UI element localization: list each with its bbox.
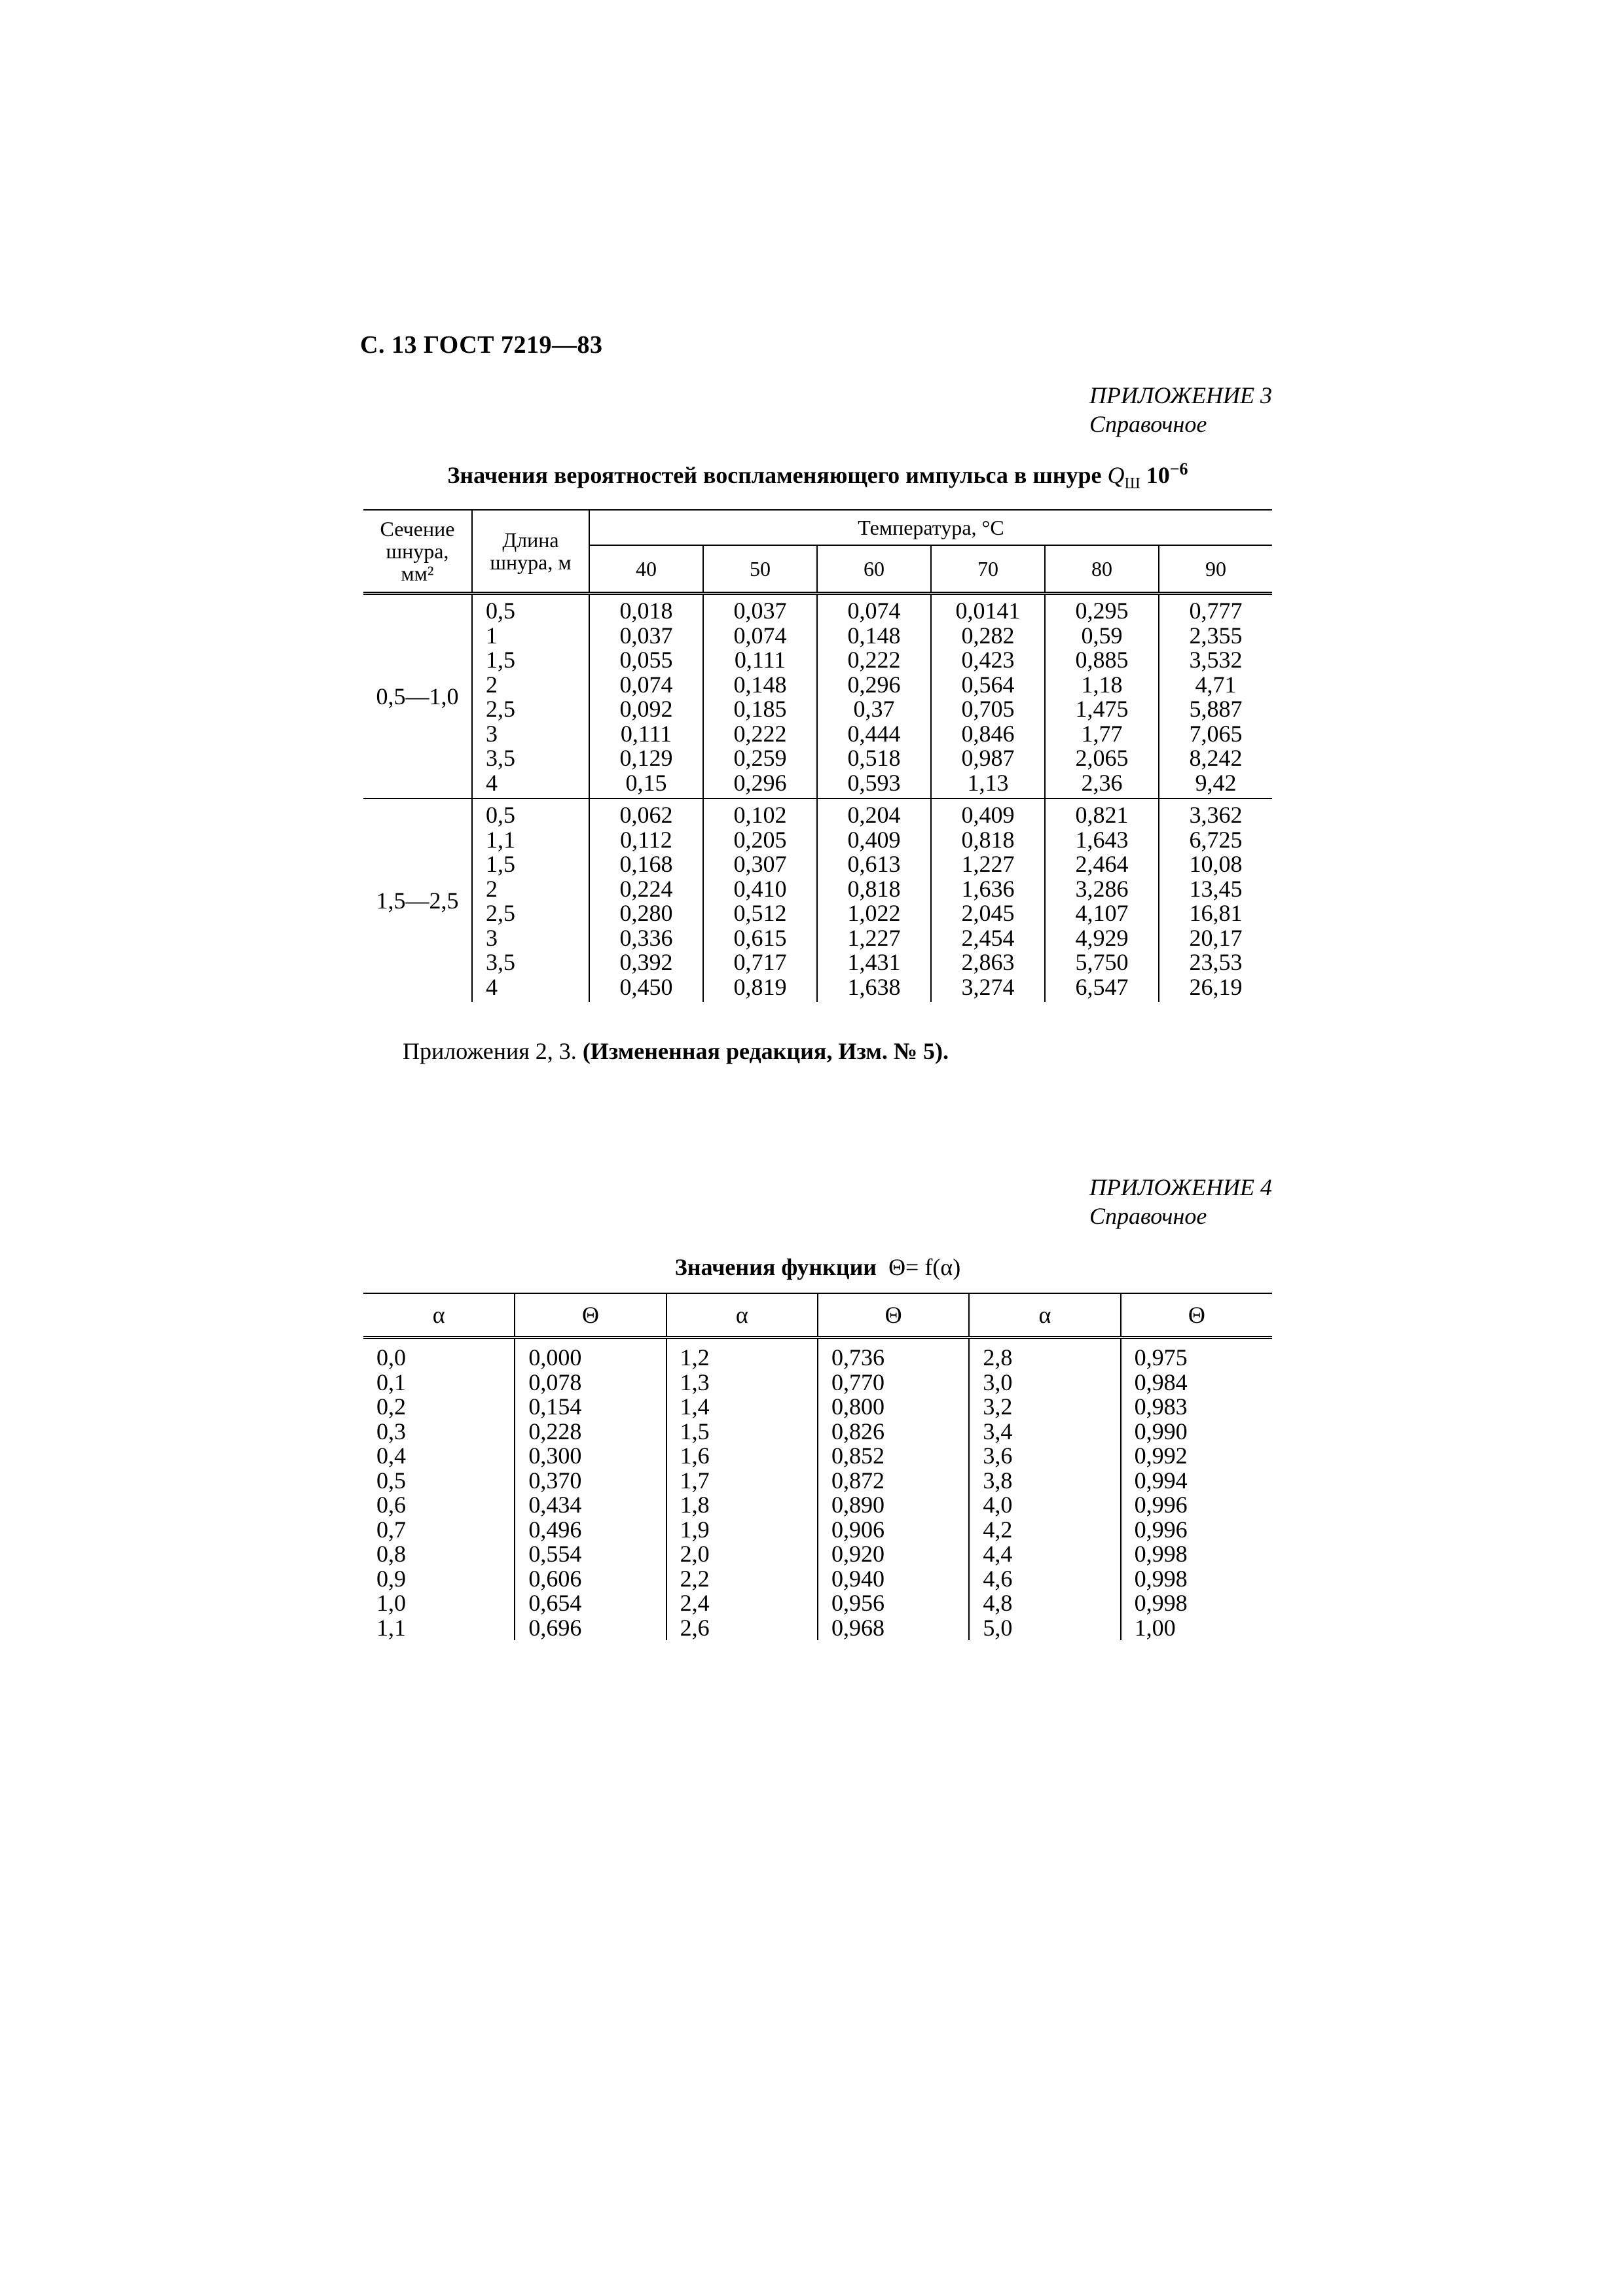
table-value: 3,274 [961,973,1015,1000]
values-cell [1121,1338,1272,1641]
temp-header: 40 [589,545,703,594]
table-value: 0,5 [376,1467,406,1494]
table-value: 0,222 [847,647,901,673]
table-value: 0,434 [528,1492,582,1518]
table-value: 0,228 [528,1418,582,1444]
table-value: 0,885 [1075,647,1129,673]
values-cell [931,594,1045,799]
col-header: Θ [515,1293,666,1338]
values-cell [969,1338,1120,1641]
table-value: 5,750 [1075,949,1129,975]
col-header: α [969,1293,1120,1338]
appendix4-caption-text: Значения функции [674,1254,877,1280]
table-value: 0,994 [1134,1467,1188,1494]
table-value: 0,307 [733,851,787,877]
table-value: 0,0141 [955,598,1021,624]
table-value: 0,717 [733,949,787,975]
table-value: 0,4 [376,1443,406,1469]
table-value: 1,8 [680,1492,710,1518]
table-value: 1,1 [376,1614,406,1641]
lengths-cell [472,798,589,1002]
table-value: 5,887 [1189,696,1243,722]
appendix3-caption-text: Значения вероятностей воспламеняющего импульса в шнуре [447,462,1102,488]
table-value: 0,554 [528,1541,582,1567]
table-value: 4,0 [983,1492,1013,1518]
caption-factor: 10 [1146,462,1170,488]
table-value: 0,496 [528,1516,582,1543]
table-value: 3,5 [485,949,515,975]
values-cell [703,594,817,799]
table-value: 0,59 [1081,622,1123,649]
table-value: 0,282 [961,622,1015,649]
table-value: 0,296 [847,671,901,698]
table-value: 2,0 [680,1541,710,1567]
note-bold: (Измененная редакция, Изм. № 5). [582,1038,949,1064]
table-value: 2 [485,671,498,698]
table-value: 0,092 [619,696,673,722]
table-value: 0,818 [961,826,1015,853]
table-value: 2,2 [680,1565,710,1592]
table-value: 1,643 [1075,826,1129,853]
table-value: 0,983 [1134,1393,1188,1420]
table-value: 3,532 [1189,647,1243,673]
col-temperature-header: Температура, °С [589,510,1272,545]
table-value: 0,129 [619,745,673,771]
table-value: 2,065 [1075,745,1129,771]
table-value: 1,1 [485,826,515,853]
table-value: 0,696 [528,1614,582,1641]
table-value: 0,906 [831,1516,884,1543]
table-group [363,594,1272,799]
table-value: 0,450 [619,973,673,1000]
table-value: 0,37 [853,696,895,722]
table-value: 3 [485,924,498,951]
table-value: 0,564 [961,671,1015,698]
table-value: 0,846 [961,720,1015,747]
table-value: 4 [485,769,498,796]
table-value: 0,8 [376,1541,406,1567]
table-value: 0,852 [831,1443,884,1469]
table-value: 4,107 [1075,900,1129,926]
table-value: 0,259 [733,745,787,771]
temp-header: 90 [1159,545,1272,594]
table-value: 4,4 [983,1541,1013,1567]
table-value: 0,7 [376,1516,406,1543]
table-value: 0,872 [831,1467,884,1494]
table-group [363,798,1272,1002]
amendment-note [403,1037,949,1065]
table-value: 6,725 [1189,826,1243,853]
appendix4-subtitle: Справочное [1089,1203,1207,1229]
values-cell [818,1338,969,1641]
table-value: 1 [485,622,498,649]
table-value: 0,975 [1134,1344,1188,1371]
table-value: 0,336 [619,924,673,951]
table-value: 13,45 [1189,875,1243,902]
table-value: 1,77 [1081,720,1123,747]
table-value: 0,1 [376,1369,406,1395]
appendix4-formula: Θ= f(α) [888,1254,961,1280]
table-value: 0,998 [1134,1565,1188,1592]
table-value: 1,6 [680,1443,710,1469]
table-value: 0,996 [1134,1516,1188,1543]
table-value: 0,037 [619,622,673,649]
appendix4-caption [363,1253,1272,1281]
table-value: 0,3 [376,1418,406,1444]
table-value: 1,5 [485,851,515,877]
values-cell [363,1338,515,1641]
table-value: 3,286 [1075,875,1129,902]
table-value: 0,826 [831,1418,884,1444]
table-value: 2,464 [1075,851,1129,877]
table-value: 1,5 [680,1418,710,1444]
table-value: 0,148 [847,622,901,649]
table-value: 0,705 [961,696,1015,722]
table-value: 0,370 [528,1467,582,1494]
appendix3-caption [363,459,1272,493]
table-value: 0,074 [847,598,901,624]
col-section-header: Сечение шнура, мм² [363,510,472,594]
table-value: 2,863 [961,949,1015,975]
table-value: 0,940 [831,1565,884,1592]
values-cell [703,798,817,1002]
table-value: 0,956 [831,1590,884,1616]
table-value: 16,81 [1189,900,1243,926]
table-value: 0,018 [619,598,673,624]
table-value: 1,3 [680,1369,710,1395]
col-header: Θ [1121,1293,1272,1338]
col-header: α [363,1293,515,1338]
table-value: 3,2 [983,1393,1013,1420]
table-value: 0,615 [733,924,787,951]
table-value: 2,5 [485,696,515,722]
table-value: 4,2 [983,1516,1013,1543]
table-value: 0,204 [847,802,901,828]
table-value: 1,0 [376,1590,406,1616]
table-value: 0,5 [485,802,515,828]
appendix4-table [363,1293,1272,1640]
table-value: 0,444 [847,720,901,747]
table-value: 0,295 [1075,598,1129,624]
table-value: 3,8 [983,1467,1013,1494]
table-value: 0,078 [528,1369,582,1395]
table-value: 20,17 [1189,924,1243,951]
table-value: 0,300 [528,1443,582,1469]
table-value: 1,638 [847,973,901,1000]
table-value: 0,111 [620,720,672,747]
table-value: 0,102 [733,802,787,828]
table-value: 0,654 [528,1590,582,1616]
table-value: 1,00 [1134,1614,1176,1641]
table-value: 0,5 [485,598,515,624]
temp-header: 80 [1045,545,1159,594]
table-value: 0,512 [733,900,787,926]
table-value: 0,890 [831,1492,884,1518]
table-value: 0,0 [376,1344,406,1371]
table-value: 3,4 [983,1418,1013,1444]
table-value: 1,431 [847,949,901,975]
table-value: 3 [485,720,498,747]
table-value: 0,409 [847,826,901,853]
table-value: 0,996 [1134,1492,1188,1518]
table-value: 0,112 [620,826,672,853]
values-cell [589,594,703,799]
values-cell [1045,594,1159,799]
table-value: 0,037 [733,598,787,624]
values-cell [817,594,931,799]
values-cell [589,798,703,1002]
appendix3-table [363,509,1272,1002]
table-value: 1,227 [961,851,1015,877]
table-value: 3,5 [485,745,515,771]
appendix3-heading [1089,381,1272,439]
table-value: 3,362 [1189,802,1243,828]
table-value: 1,7 [680,1467,710,1494]
table-value: 1,18 [1081,671,1123,698]
caption-exponent: −6 [1169,459,1188,478]
table-value: 4,929 [1075,924,1129,951]
table-value: 0,222 [733,720,787,747]
table-value: 10,08 [1189,851,1243,877]
table-value: 4,71 [1195,671,1237,698]
table-value: 0,423 [961,647,1015,673]
table-value: 0,410 [733,875,787,902]
table-value: 2,8 [983,1344,1013,1371]
table-value: 0,15 [625,769,667,796]
table-value: 7,065 [1189,720,1243,747]
appendix4-heading [1089,1173,1272,1230]
table-value: 1,475 [1075,696,1129,722]
values-cell [817,798,931,1002]
table-value: 8,242 [1189,745,1243,771]
table-value: 0,606 [528,1565,582,1592]
table-value: 1,13 [967,769,1009,796]
table-value: 0,770 [831,1369,884,1395]
table-value: 2,454 [961,924,1015,951]
table-value: 4,6 [983,1565,1013,1592]
table-value: 0,280 [619,900,673,926]
table-value: 2,355 [1189,622,1243,649]
table-value: 23,53 [1189,949,1243,975]
values-cell [931,798,1045,1002]
temp-header: 60 [817,545,931,594]
table-value: 1,022 [847,900,901,926]
table-value: 0,613 [847,851,901,877]
table-value: 26,19 [1189,973,1243,1000]
values-cell [1159,594,1272,799]
table-value: 6,547 [1075,973,1129,1000]
table-value: 0,6 [376,1492,406,1518]
temp-header: 50 [703,545,817,594]
col-header: Θ [818,1293,969,1338]
table-value: 0,998 [1134,1590,1188,1616]
table-value: 0,821 [1075,802,1129,828]
table-value: 0,074 [619,671,673,698]
section-cell: 1,5—2,5 [363,798,472,1002]
table-value: 0,800 [831,1393,884,1420]
appendix3-subtitle: Справочное [1089,411,1207,437]
table-value: 0,593 [847,769,901,796]
table-value: 2 [485,875,498,902]
appendix4-title: ПРИЛОЖЕНИЕ 4 [1089,1174,1272,1200]
lengths-cell [472,594,589,799]
table-value: 0,777 [1189,598,1243,624]
values-cell [666,1338,818,1641]
caption-symbol: $Q_Ш$ [1107,462,1140,493]
table-value: 3,0 [983,1369,1013,1395]
table-value: 2,5 [485,900,515,926]
table-value: 0,992 [1134,1443,1188,1469]
table-value: 2,4 [680,1590,710,1616]
table-value: 0,920 [831,1541,884,1567]
values-cell [515,1338,666,1641]
table-value: 0,984 [1134,1369,1188,1395]
table-value: 4 [485,973,498,1000]
col-length-header: Длина шнура, м [472,510,589,594]
table-value: 1,227 [847,924,901,951]
table-value: 0,9 [376,1565,406,1592]
table-value: 0,205 [733,826,787,853]
table-value: 0,055 [619,647,673,673]
table-value: 0,968 [831,1614,884,1641]
table-value: 1,636 [961,875,1015,902]
table-value: 1,4 [680,1393,710,1420]
table-value: 0,409 [961,802,1015,828]
table-value: 0,074 [733,622,787,649]
table-value: 1,5 [485,647,515,673]
table-value: 2,6 [680,1614,710,1641]
col-header: α [666,1293,818,1338]
table-value: 0,990 [1134,1418,1188,1444]
table-value: 0,392 [619,949,673,975]
table-value: 0,818 [847,875,901,902]
table-value: 0,111 [734,647,786,673]
table-value: 1,2 [680,1344,710,1371]
section-cell: 0,5—1,0 [363,594,472,799]
table-value: 0,224 [619,875,673,902]
table-value: 4,8 [983,1590,1013,1616]
temp-header: 70 [931,545,1045,594]
table-value: 0,2 [376,1393,406,1420]
values-cell [1045,798,1159,1002]
table-value: 2,36 [1081,769,1123,796]
table-value: 0,185 [733,696,787,722]
table-value: 0,154 [528,1393,582,1420]
table-value: 5,0 [983,1614,1013,1641]
table-value: 0,168 [619,851,673,877]
table-value: 0,062 [619,802,673,828]
table-value: 9,42 [1195,769,1237,796]
table-value: 0,296 [733,769,787,796]
table-value: 2,045 [961,900,1015,926]
table-value: 0,518 [847,745,901,771]
note-prefix: Приложения 2, 3. [403,1038,577,1064]
table-value: 3,6 [983,1443,1013,1469]
table-value: 0,736 [831,1344,884,1371]
table-value: 0,148 [733,671,787,698]
table-value: 0,998 [1134,1541,1188,1567]
table-value: 0,987 [961,745,1015,771]
page-header: С. 13 ГОСТ 7219—83 [360,331,603,359]
table-value: 0,819 [733,973,787,1000]
appendix3-title: ПРИЛОЖЕНИЕ 3 [1089,382,1272,408]
values-cell [1159,798,1272,1002]
table-value: 1,9 [680,1516,710,1543]
table-value: 0,000 [528,1344,582,1371]
